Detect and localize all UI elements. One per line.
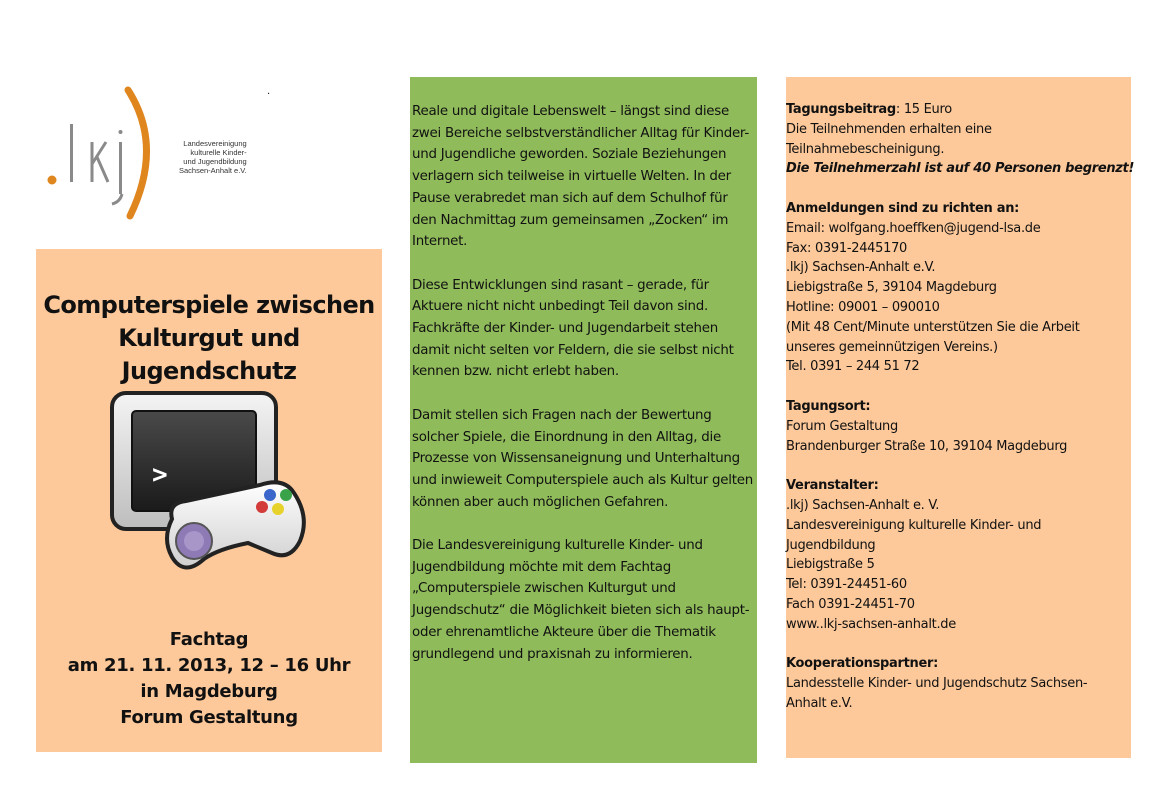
fee-value: : 15 Euro (895, 102, 952, 117)
venue-heading: Tagungsort: (786, 398, 871, 414)
partner-heading: Kooperationspartner: (786, 656, 938, 672)
intro-text (412, 101, 756, 687)
monitor-gamepad-icon (110, 391, 310, 587)
event-details: Fachtag am 21. 11. 2013, 12 – 16 Uhr in Magdeburg Forum Gestaltung (67, 629, 351, 728)
organizer-website[interactable]: www..lkj-sachsen-anhalt.de (786, 616, 956, 632)
logo-subtitle: Landesvereinigung kulturelle Kinder- und Jugendbildung Sachsen-Anhalt e.V. (179, 139, 247, 175)
venue-section: Tagungsort: Forum Gestaltung Brandenburger Straße 10, 39104 Magdeburg (786, 397, 1131, 456)
intro-paragraph: Damit stellen sich Fragen nach der Bewertung solcher Spiele, die Einordnung in den Alltag, die Prozesse von Wissensaneignung und Unterhaltung und inwieweit Computerspiele auch als Kultur gelten können aber auch möglichen Gefahren. (412, 407, 753, 510)
registration-email[interactable]: Email: wolfgang.hoeffken@jugend-lsa.de (786, 220, 1041, 236)
fee-section: Tagungsbeitrag: 15 Euro Die Teilnehmenden erhalten eine Teilnahmebescheinigung. Die Teilnehmerzahl ist auf 40 Personen begrenzt! (786, 100, 1131, 179)
organizer-section: Veranstalter: .lkj) Sachsen-Anhalt e. V. Landesvereinigung kulturelle Kinder- und Jugendbildung Liebigstraße 5 Tel: 0391-24451-60 Fach 0391-24451-70 www..lkj-sachsen-anhalt.de (786, 476, 1131, 634)
stray-mark: . (267, 86, 271, 97)
participant-limit: Die Teilnehmerzahl ist auf 40 Personen begrenzt! (786, 161, 1135, 177)
intro-paragraph: Die Landesvereinigung kulturelle Kinder- und Jugendbildung möchte mit dem Fachtag „Computerspiele zwischen Kulturgut und Jugendschutz“ die Möglichkeit bieten sich als haupt- oder ehrenamtliche Akteure über die Thematik grundlegend und praxisnah zu informieren. (412, 538, 750, 662)
organizer-heading: Veranstalter: (786, 478, 879, 494)
intro-paragraph: Reale und digitale Lebenswelt – längst sind diese zwei Bereiche selbstverständlicher Alltag für Kinder- und Jugendliche geworden. Soziale Beziehungen verlagern sich teilweise in virtuelle Welten. In der Pause verabredet man sich auf dem Schulhof für den Nachmittag zum gemeinsamen „Zocken“ im Internet. (412, 104, 749, 250)
registration-section: Anmeldungen sind zu richten an: Email: wolfgang.hoeffken@jugend-lsa.de Fax: 0391-2445170 .lkj) Sachsen-Anhalt e.V. Liebigstraße 5, 39104 Magdeburg Hotline: 09001 – 090010 (Mit 48 Cent/Minute unterstützen Sie die Arbeit unseres gemeinnützigen Vereins.) Tel. 0391 – 244 51 72 (786, 199, 1131, 377)
intro-paragraph: Diese Entwicklungen sind rasant – gerade, für Aktuere nicht nicht unbedingt Teil davon sind. Fachkräfte der Kinder- und Jugendarbeit stehen damit nicht selten vor Feldern, die sie selbst nicht kennen bzw. nicht erlebt haben. (412, 277, 734, 380)
partner-section: Kooperationspartner: Landesstelle Kinder- und Jugendschutz Sachsen- Anhalt e.V. (786, 654, 1131, 713)
lkj-logo (40, 80, 260, 230)
fee-label: Tagungsbeitrag (786, 102, 896, 117)
intro-panel (410, 77, 757, 763)
cover-panel (36, 249, 382, 752)
lkj-logo-icon (40, 80, 180, 230)
registration-heading: Anmeldungen sind zu richten an: (786, 200, 1020, 216)
cover-title: Computerspiele zwischen Kulturgut und Jugendschutz (43, 291, 375, 385)
svg-text:>: > (152, 460, 168, 490)
info-panel (786, 77, 1135, 758)
